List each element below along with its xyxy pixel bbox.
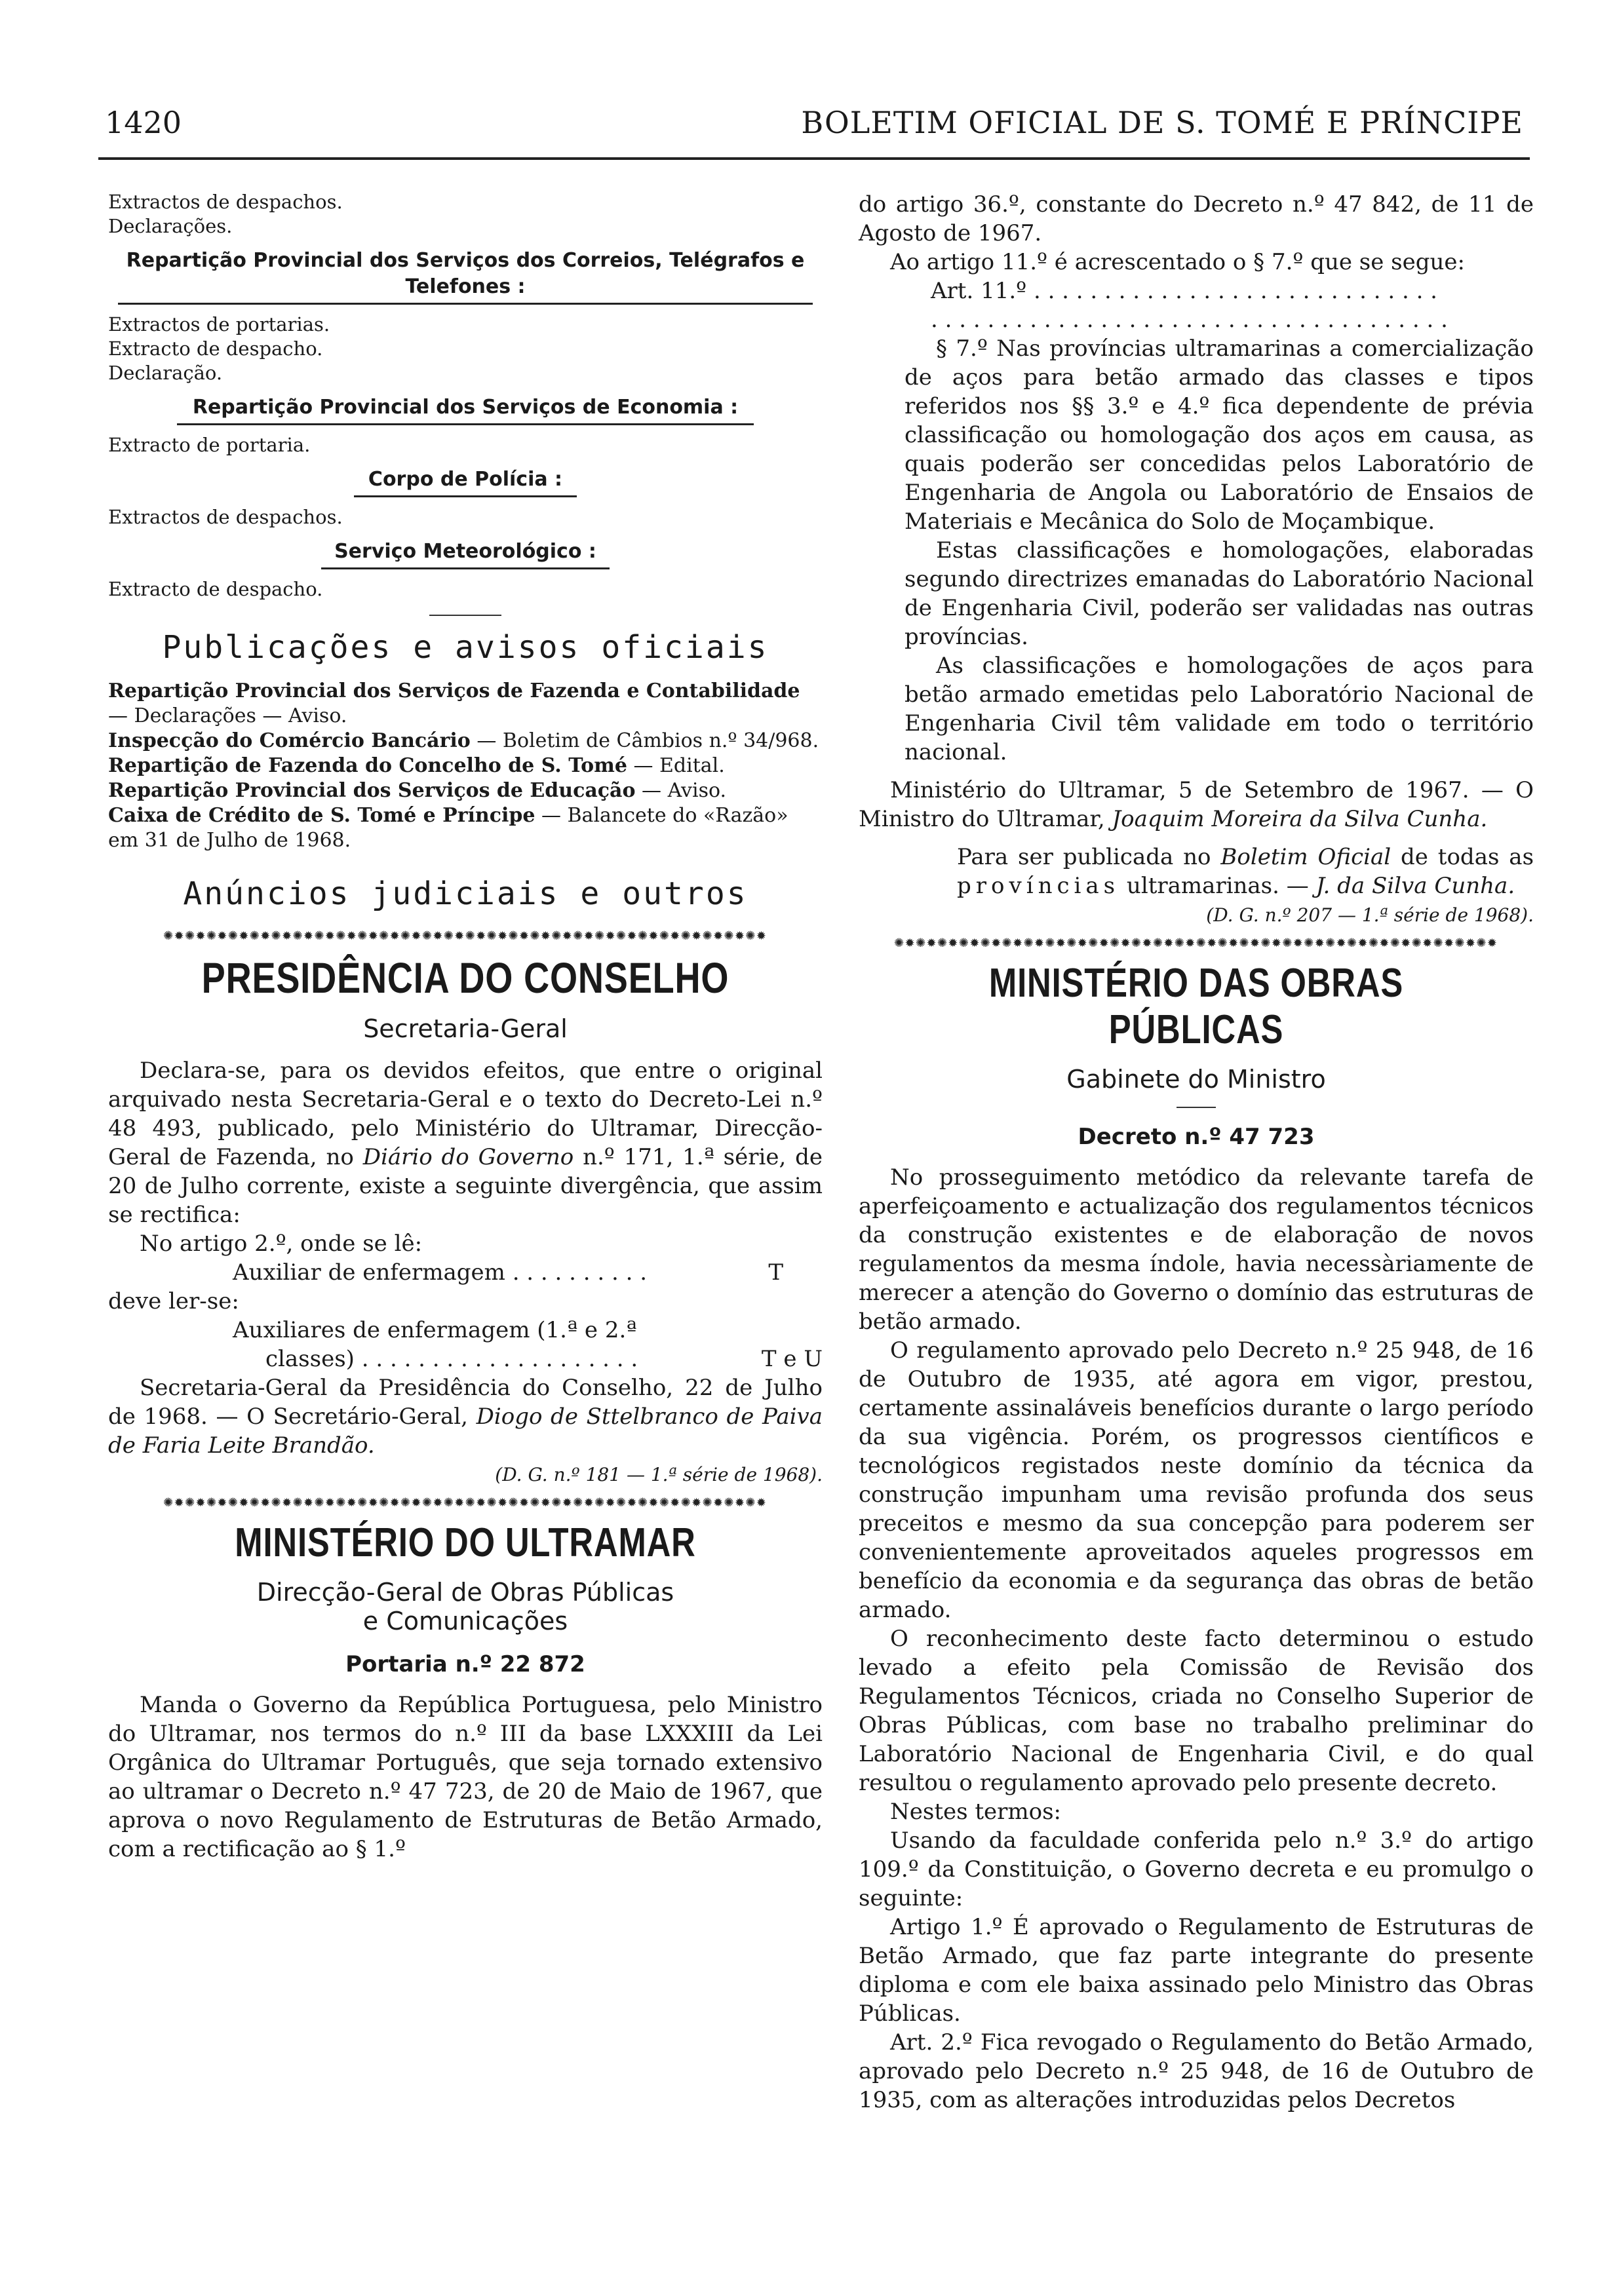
- decreto-paragraph: O regulamento aprovado pelo Decreto n.º 25 948, de 16 de Outubro de 1935, até agora em vigor, prestou, certamente assinaláveis benefícios durante o largo período da sua vigência. Porém, os progressos científicos e tecnológicos registados neste domínio da técnica da construção impunham uma revisão profunda dos seus preceitos e mesmo da sua concepção para poderem ser convenientemente aproveitados aqueles progressos em benefício da economia e da segurança das obras de betão armado.: [859, 1337, 1534, 1623]
- ultramar-subtitle-2: e Comunicações: [362, 1607, 568, 1636]
- index-heading: Corpo de Polícia :: [354, 467, 577, 497]
- ultramar-subtitle-1: Direcção-Geral de Obras Públicas: [256, 1578, 674, 1607]
- index-line: Extractos de portarias.: [108, 313, 330, 335]
- decreto-paragraph: Usando da faculdade conferida pelo n.º 3.º do artigo 109.º da Constituição, o Governo decreta e eu promulgo o seguinte:: [859, 1827, 1534, 1911]
- index-line: Extracto de portaria.: [108, 434, 311, 456]
- artigo-line: No artigo 2.º, onde se lê:: [140, 1231, 423, 1257]
- index-line: Declaração.: [108, 362, 223, 384]
- decreto-paragraph: Artigo 1.º É aprovado o Regulamento de Estruturas de Betão Armado, que faz parte integrante do presente diploma e com ele baixa assinado pelo Ministro das Obras Públicas.: [859, 1914, 1534, 2027]
- index-heading: Repartição Provincial dos Serviços de Economia :: [177, 394, 754, 425]
- decreto-paragraph: No prosseguimento metódico da relevante tarefa de aperfeiçoamento e actualização dos regulamentos técnicos da construção existentes e de elaboração de novos regulamentos da mesma índole, havia necessàriamente de merecer a atenção do Governo o domínio das estruturas de betão armado.: [859, 1164, 1534, 1335]
- decreto-paragraph: Nestes termos:: [890, 1799, 1062, 1825]
- portaria-paragraph: Ao artigo 11.º é acrescentado o § 7.º que se segue:: [890, 249, 1465, 275]
- presidencia-title: PRESIDÊNCIA DO CONSELHO: [201, 953, 730, 1002]
- announcements-title: Anúncios judiciais e outros: [183, 875, 748, 912]
- portaria-continuation: do artigo 36.º, constante do Decreto n.º 47 842, de 11 de Agosto de 1967.: [859, 191, 1534, 246]
- publications-title: Publicações e avisos oficiais: [162, 629, 769, 666]
- presidencia-subtitle: Secretaria-Geral: [363, 1014, 568, 1043]
- publication-entry: Repartição Provincial dos Serviços de Educação — Aviso.: [108, 779, 727, 802]
- index-line: Extractos de despachos.: [108, 506, 343, 528]
- portaria-source: (D. G. n.º 207 — 1.ª série de 1968).: [1206, 904, 1534, 926]
- ultramar-title: MINISTÉRIO DO ULTRAMAR: [235, 1520, 696, 1565]
- left-column: [108, 190, 823, 1864]
- ornament-rule: ✺✹✺✹✺✹✺✹✺✹✺✹✺✹✺✹✺✹✺✹✺✹✺✹✺✹✺✹✺✹✺✹✺✹✺✹✺✹✺✹✺✹✺✹✺✹✺✹✺✹✺✹✺✹✺✹: [894, 932, 1498, 951]
- ornament-rule: ✺✹✺✹✺✹✺✹✺✹✺✹✺✹✺✹✺✹✺✹✺✹✺✹✺✹✺✹✺✹✺✹✺✹✺✹✺✹✺✹✺✹✺✹✺✹✺✹✺✹✺✹✺✹✺✹: [163, 925, 768, 944]
- paragraph-7c: As classificações e homologações de aços para betão armado emetidas pelo Laboratório Nacional de Engenharia Civil têm validade em todo o território nacional.: [905, 653, 1534, 765]
- presidencia-closing: Secretaria-Geral da Presidência do Conselho, 22 de Julho de 1968. — O Secretário-Geral, Diogo de Sttelbranco de Paiva de Faria Leite Brandão.: [108, 1375, 823, 1459]
- page-number: 1420: [105, 105, 182, 140]
- obras-title: MINISTÉRIO DAS OBRAS PÚBLICAS: [988, 961, 1404, 1052]
- decreto-paragraph: Art. 2.º Fica revogado o Regulamento do Betão Armado, aprovado pelo Decreto n.º 25 948, de 16 de Outubro de 1935, com as alterações introduzidas pelos Decretos: [859, 2029, 1534, 2113]
- publications-list: [108, 679, 823, 853]
- obras-subtitle: Gabinete do Ministro: [1066, 1065, 1326, 1094]
- rectification-row-a: Auxiliares de enfermagem (1.ª e 2.ª: [233, 1317, 637, 1343]
- publication-entry: Repartição Provincial dos Serviços de Fazenda e Contabilidade — Declarações — Aviso.: [108, 679, 800, 727]
- ornament-rule: ✺✹✺✹✺✹✺✹✺✹✺✹✺✹✺✹✺✹✺✹✺✹✺✹✺✹✺✹✺✹✺✹✺✹✺✹✺✹✺✹✺✹✺✹✺✹✺✹✺✹✺✹✺✹✺✹: [163, 1492, 768, 1510]
- presidencia-source: (D. G. n.º 181 — 1.ª série de 1968).: [495, 1464, 823, 1485]
- paragraph-7b: Estas classificações e homologações, elaboradas segundo directrizes emanadas do Laboratório Nacional de Engenharia Civil, poderão ser validadas nas outras províncias.: [905, 537, 1534, 650]
- presidencia-paragraph: Declara-se, para os devidos efeitos, que entre o original arquivado nesta Secretaria-Geral e o texto do Decreto-Lei n.º 48 493, publicado, pelo Ministério do Ultramar, Direcção-Geral de Fazenda, no Diário do Governo n.º 171, 1.ª série, de 20 de Julho corrente, existe a seguinte divergência, que assim se rectifica:: [108, 1058, 823, 1228]
- index-line: Declarações.: [108, 215, 233, 237]
- index-line: Extracto de despacho.: [108, 337, 323, 360]
- index-line: Extracto de despacho.: [108, 578, 323, 600]
- publication-entry: Caixa de Crédito de S. Tomé e Príncipe — Balancete do «Razão» em 31 de Julho de 1968.: [108, 804, 788, 852]
- paragraph-7: § 7.º Nas províncias ultramarinas a comercialização de aços para betão armado das classes e tipos referidos nos §§ 3.º e 4.º fica dependente de prévia classificação ou homologação dos aços em causa, as quais poderão ser concedidas pelos Laboratório de Engenharia de Angola ou Laboratório de Ensaios de Materiais e Mecânica do Solo de Moçambique.: [905, 335, 1534, 535]
- publication-entry: Repartição de Fazenda do Concelho de S. Tomé — Edital.: [108, 754, 725, 777]
- separator-dash: [1177, 1107, 1216, 1108]
- dots-line: . . . . . . . . . . . . . . . . . . . . . . . . . . . . . . . . . . . . .: [931, 307, 1448, 333]
- publish-note: Para ser publicada no Boletim Oficial de todas as províncias ultramarinas. — J. da Silva Cunha.: [957, 844, 1534, 899]
- portaria-signature: Ministério do Ultramar, 5 de Setembro de 1967. — O Ministro do Ultramar, Joaquim Moreira da Silva Cunha.: [859, 777, 1534, 832]
- rectification-row-b: classes) . . . . . . . . . . . . . . . . . . . . T e U: [265, 1346, 823, 1372]
- right-column: [859, 190, 1534, 2114]
- art11-line: Art. 11.º . . . . . . . . . . . . . . . . . . . . . . . . . . . . .: [931, 278, 1437, 304]
- decreto-ref: Decreto n.º 47 723: [1078, 1124, 1315, 1150]
- deve-line: deve ler-se:: [108, 1288, 239, 1314]
- index-heading: Serviço Meteorológico :: [321, 539, 610, 569]
- page-header: [105, 105, 1523, 157]
- decreto-paragraph: O reconhecimento deste facto determinou o estudo levado a efeito pela Comissão de Revisão dos Regulamentos Técnicos, criada no Conselho Superior de Obras Públicas, com base no trabalho preliminar do Laboratório Nacional de Engenharia Civil, e do qual resultou o regulamento aprovado pelo presente decreto.: [859, 1626, 1534, 1796]
- separator-dash: [429, 615, 501, 616]
- index-heading: Repartição Provincial dos Serviços dos Correios, Telégrafos e Telefones :: [118, 248, 813, 305]
- portaria-paragraph: Manda o Governo da República Portuguesa, pelo Ministro do Ultramar, nos termos do n.º III da base LXXXIII da Lei Orgânica do Ultramar Português, que seja tornado extensivo ao ultramar o Decreto n.º 47 723, de 20 de Maio de 1967, que aprova o novo Regulamento de Estruturas de Betão Armado, com a rectificação ao § 1.º: [108, 1692, 823, 1862]
- publication-entry: Inspecção do Comércio Bancário — Boletim de Câmbios n.º 34/968.: [108, 729, 819, 752]
- rectification-row: Auxiliar de enfermagem . . . . . . . . . . T: [233, 1259, 783, 1286]
- running-title: BOLETIM OFICIAL DE S. TOMÉ E PRÍNCIPE: [801, 105, 1523, 140]
- header-rule: [98, 157, 1530, 160]
- index-list: [108, 190, 823, 602]
- index-line: Extractos de despachos.: [108, 191, 343, 213]
- portaria-ref: Portaria n.º 22 872: [345, 1651, 585, 1677]
